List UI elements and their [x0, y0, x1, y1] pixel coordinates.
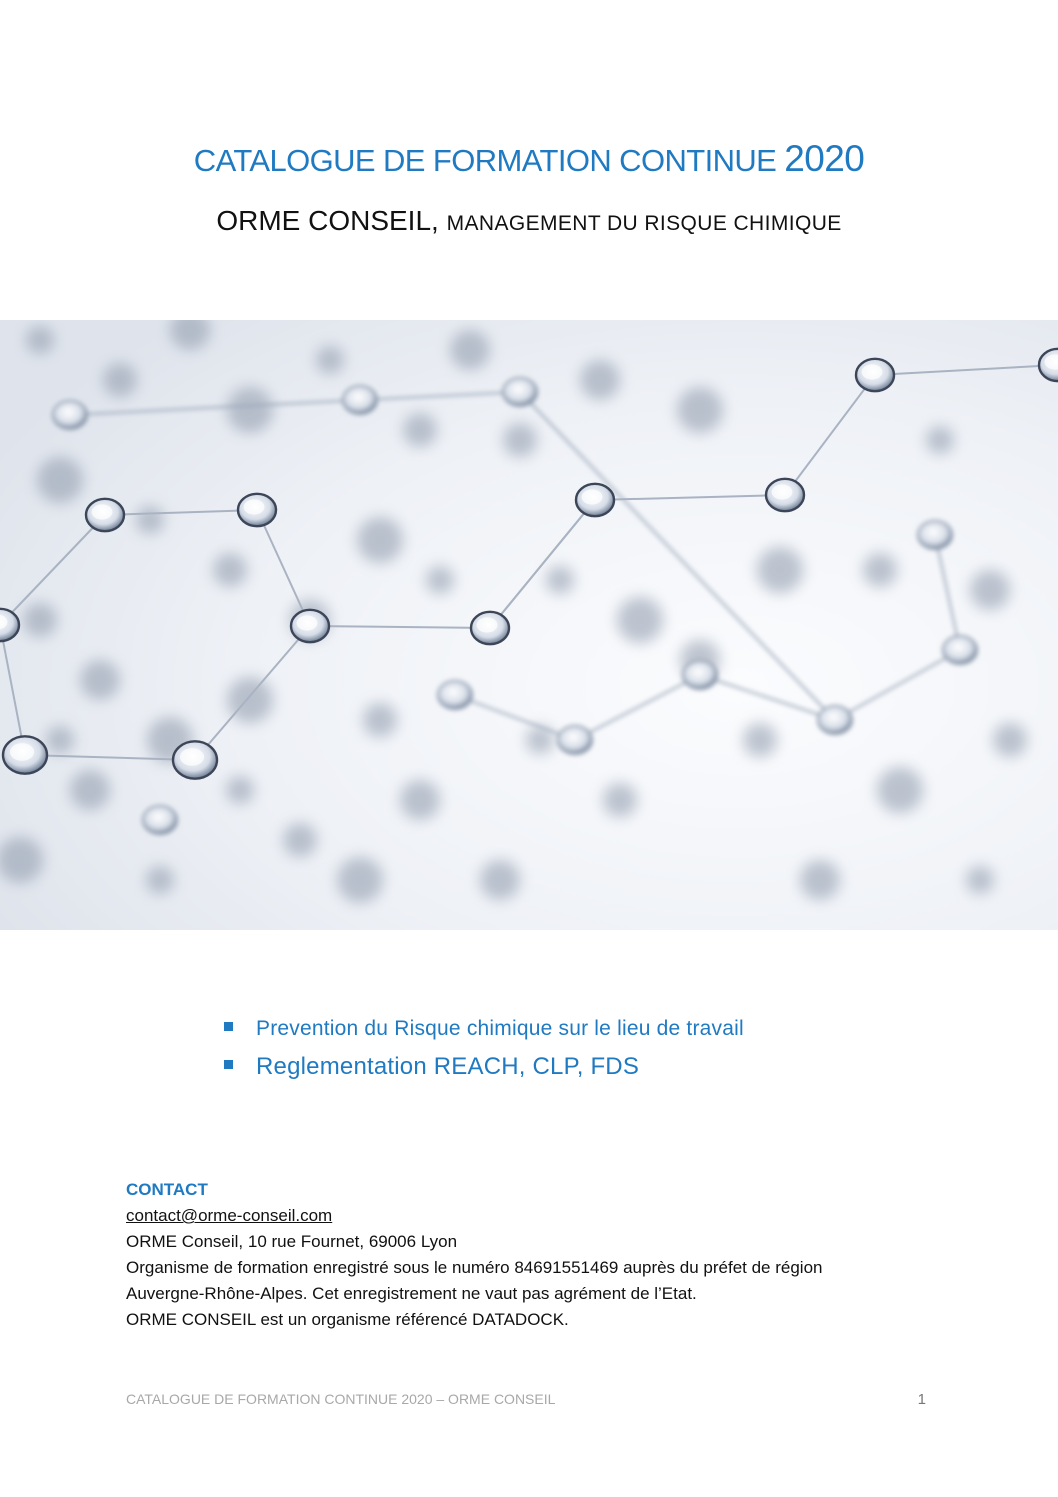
list-item	[222, 1048, 744, 1086]
document-subtitle	[0, 205, 1058, 237]
registration-line-2: Auvergne-Rhône-Alpes. Cet enregistrement ne vaut pas agrément de l’Etat.	[126, 1284, 697, 1303]
title-main: CATALOGUE DE FORMATION CONTINUE	[193, 143, 777, 178]
molecule-network-icon	[0, 320, 1058, 930]
registration-line-1: Organisme de formation enregistré sous le numéro 84691551469 auprès du préfet de région	[126, 1258, 823, 1277]
datadock-line: ORME CONSEIL est un organisme référencé DATADOCK.	[126, 1310, 569, 1329]
bullet-square-icon	[224, 1022, 233, 1031]
document-title	[0, 138, 1058, 180]
page-number: 1	[917, 1391, 926, 1408]
list-item	[222, 1010, 744, 1048]
topic-label: Reglementation REACH, CLP, FDS	[256, 1053, 640, 1080]
topic-label: Prevention du Risque chimique sur le lieu de travail	[256, 1017, 744, 1040]
molecule-hero-image	[0, 320, 1058, 930]
subtitle-small: MANAGEMENT DU RISQUE CHIMIQUE	[446, 212, 842, 235]
subtitle-main: ORME CONSEIL,	[216, 205, 439, 236]
title-year: 2020	[784, 138, 865, 179]
page-footer	[126, 1391, 926, 1407]
contact-address: ORME Conseil, 10 rue Fournet, 69006 Lyon	[126, 1232, 458, 1251]
footer-text: CATALOGUE DE FORMATION CONTINUE 2020 – ORME CONSEIL	[126, 1391, 556, 1407]
bullet-square-icon	[224, 1060, 233, 1069]
topics-list	[222, 1010, 744, 1086]
contact-block	[126, 1177, 823, 1333]
contact-email-link[interactable]: contact@orme-conseil.com	[126, 1206, 333, 1225]
contact-heading: CONTACT	[126, 1180, 208, 1199]
